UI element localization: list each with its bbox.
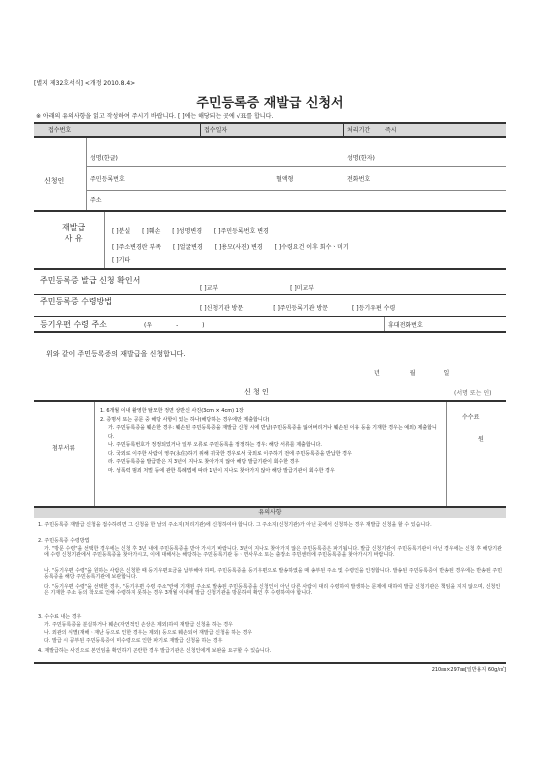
confirmation-label: 주민등록증 발급 신청 확인서 <box>40 276 141 285</box>
checkbox-lost[interactable]: [ ]분실 <box>112 228 131 235</box>
checkbox-visit-applicant-office[interactable]: [ ]신청기관 방문 <box>200 305 244 312</box>
section-line <box>34 268 506 270</box>
divider <box>446 402 447 506</box>
attachments-list <box>100 407 440 475</box>
processing-period-label: 처리기간 <box>347 127 371 134</box>
signer-label: 신 청 인 <box>244 388 269 396</box>
top-row <box>34 124 506 136</box>
attachment-item: 다. 국외로 이주한 사람이 영주(永住)하기 위해 귀국한 경우로서 국외로 이주하기 전에 주민등록증을 반납한 경우 <box>108 450 352 457</box>
note-item: 가. "방문 수령"을 선택한 경우에는 신청 후 3년 내에 주민등록증을 받아 가시기 바랍니다. 3년이 지나도 찾아가지 않은 주민등록증은 파기됩니다. 발급 신청기관이 주민등록기관이 아닌 경우에는 신청 후 해당기관에 수령 신청기관에서 주민등록증을 찾아가시고, 이에 대해서는 해당하는 주민등록기관 등ㆍ면사무소 또는 출장소 주민센터에 주민등록증을 찾아가시기 바랍니다. <box>44 546 502 559</box>
checkbox-issued[interactable]: [ ]교부 <box>200 285 219 292</box>
processing-period-value: 즉시 <box>385 127 397 134</box>
receipt-date-label: 접수일자 <box>204 127 228 134</box>
attachment-item: 마. 성폭력 범죄 처벌 등에 관한 특례법에 따라 1년이 지나도 찾아가지 않아 해당 발급기관이 회수한 경우 <box>108 467 335 474</box>
attachment-item: 라. 주민등록증을 발급받은 지 3년이 지나도 찾아가지 않아 해당 발급기관이 회수한 경우 <box>108 459 300 465</box>
fee-unit: 원 <box>478 436 484 443</box>
divider <box>343 124 344 136</box>
mail-address-label: 등기우편 수령 주소 <box>40 320 107 329</box>
reason-row-3 <box>112 257 130 264</box>
note-item: 1. 주민등록증 재발급 신청을 접수하려면 그 신청을 한 날의 주소지(처리기관)에 신청하여야 합니다. 그 주소지(신청기관)가 아닌 곳에서 신청하는 경우 재발급 신청을 할 수 있습니다. <box>38 522 432 528</box>
signature-field[interactable]: (서명 또는 인) <box>454 390 492 397</box>
note-item: 다. "등기우편 수령"을 선택한 경우, "등기우편 수령 주소"란에 기재된 주소로 발송된 주민등록증을 신청인이 아닌 다른 사람이 대리 수령하여 발생하는 문제에 대하여 발급 신청기관은 책임을 지지 않으며, 신청인은 기재한 주소 등의 착오로 인해 수령하지 못하는 경우 3개월 이내에 발급 신청기관을 방문하여 확인 후 수령하여야 합니다. <box>44 584 501 597</box>
postcode-dash: - <box>176 322 179 329</box>
date-day: 일 <box>443 370 450 377</box>
date-month: 월 <box>409 370 416 377</box>
note-item: 다. 발급 시 공부된 주민등록증이 미수령으로 인한 파기로 재발급 신청을 하는 경우 <box>44 638 223 644</box>
section-line <box>34 316 506 317</box>
attachment-item: 가. 주민등록증을 훼손한 경우: 훼손된 주민등록증을 재발급 신청 시에 반납(주민등록증을 잃어버리거나 훼손된 이유 등을 기재한 경우는 예외) 제출합니다. <box>108 425 437 440</box>
checkbox-visit-registration-office[interactable]: [ ]주민등록기관 방문 <box>273 305 329 312</box>
fee-label: 수수료 <box>462 414 480 421</box>
page-title: 주민등록증 재발급 신청서 <box>196 96 344 111</box>
receipt-method-label: 주민등록증 수령방법 <box>40 297 113 306</box>
applicant-section-label: 신청인 <box>44 177 65 185</box>
date-year: 년 <box>374 370 380 377</box>
checkbox-registered-mail[interactable]: [ ]등기우편 수령 <box>352 305 396 312</box>
attachment-item: 1. 6개월 이내 촬영한 탈모한 정면 상반신 사진(3cm × 4cm) 1장 <box>100 408 244 414</box>
attachments-label: 첨부서류 <box>52 445 76 452</box>
attachment-item: 나. 주민등록번호가 정정되었거나 일부 오류로 주민등록을 정정하는 경우: 해당 서류를 제출합니다. <box>108 442 322 448</box>
address-field[interactable]: 주소 <box>90 197 102 204</box>
divider <box>94 402 95 506</box>
divider <box>86 138 87 210</box>
divider <box>86 190 506 191</box>
mobile-phone-field[interactable]: 휴대전화번호 <box>388 322 423 329</box>
note-item: 나. "등기우편 수령"을 원하는 사람은 신청한 때 등기우편요금을 납부해야 하며, 주민등록증을 등기우편으로 발송하였을 때 송부된 주소 및 수령인을 인정합니다. 발송된 주민등록증이 반송된 경우에는 반송된 주민등록증을 해당 주민등록기관에 보관합니다. <box>44 568 503 581</box>
section-line <box>34 331 506 333</box>
postcode-suffix: ) <box>202 322 205 329</box>
paper-size-note: 210㎜×297㎜[일반용지 60g/㎡] <box>431 667 506 673</box>
postcode-field[interactable] <box>144 322 205 329</box>
postcode-prefix: (우 <box>144 322 153 329</box>
checkbox-resident-no-change[interactable]: [ ]주민등록번호 변경 <box>213 228 269 235</box>
resident-no-field[interactable]: 주민등록번호 <box>90 176 125 183</box>
checkbox-damaged[interactable]: [ ]훼손 <box>142 228 161 235</box>
receipt-method-options <box>200 305 395 312</box>
note-item: 나. 외관의 식별(재해ㆍ재난 등으로 인한 경우는 제외) 등으로 훼손되어 재발급 신청을 하는 경우 <box>44 630 253 636</box>
section-line <box>34 294 506 295</box>
receipt-no-label: 접수번호 <box>48 127 72 134</box>
name-hanja-field[interactable]: 성명(한자) <box>347 155 375 162</box>
note-item: 4. 재발급하는 사진으로 본인임을 확인하기 곤란한 경우 발급기관은 신청인에게 보완을 요구할 수 있습니다. <box>38 648 272 654</box>
instruction-text: ※ 아래의 유의사항을 읽고 작성하여 주시기 바랍니다. [ ]에는 해당되는 곳에 √표를 합니다. <box>36 113 274 120</box>
divider <box>200 124 201 136</box>
reissue-reason-label: 재발급 사 유 <box>62 223 86 243</box>
checkbox-recall[interactable]: [ ]수령요건 이후 회수ㆍ미기 <box>274 244 349 251</box>
section-line <box>34 400 506 402</box>
divider <box>384 317 385 331</box>
checkbox-photo-change[interactable]: [ ]용모(사진) 변경 <box>214 244 263 251</box>
reason-row-2 <box>112 244 502 251</box>
divider <box>104 212 105 268</box>
reason-row-1 <box>112 228 502 235</box>
note-item: 2. 주민등록증 수령방법 <box>38 538 90 544</box>
note-item: 가. 주민등록증을 분실하거나 훼손(자연적인 손상은 제외)하여 재발급 신청을 하는 경우 <box>44 622 233 628</box>
divider <box>86 166 506 167</box>
frame-bottom-line <box>34 662 506 664</box>
checkbox-address-space[interactable]: [ ]주소변경란 부족 <box>112 244 162 251</box>
name-korean-field[interactable]: 성명(한글) <box>90 155 118 162</box>
checkbox-face-change[interactable]: [ ]얼굴변경 <box>173 244 203 251</box>
note-item: 3. 수수료 내는 경우 <box>38 614 82 620</box>
attachment-item: 2. 증명서 또는 공문 중 해당 사항이 있는 하나(해당하는 경우에만 제출합니다) <box>100 416 270 423</box>
checkbox-name-change[interactable]: [ ]성명변경 <box>172 228 202 235</box>
date-line <box>374 370 449 377</box>
checkbox-not-issued[interactable]: [ ]미교부 <box>290 285 315 292</box>
confirmation-options <box>200 285 314 292</box>
notes-title: 유의사항 <box>258 509 282 516</box>
blood-type-field[interactable]: 혈액형 <box>276 176 294 183</box>
phone-field[interactable]: 전화번호 <box>347 176 371 183</box>
checkbox-other[interactable]: [ ]기타 <box>112 257 131 264</box>
declaration-text: 위와 같이 주민등록증의 재발급을 신청합니다. <box>46 350 186 358</box>
form-reference: [별지 제32호서식] <개정 2010.8.4> <box>34 80 136 87</box>
section-line <box>34 136 506 138</box>
